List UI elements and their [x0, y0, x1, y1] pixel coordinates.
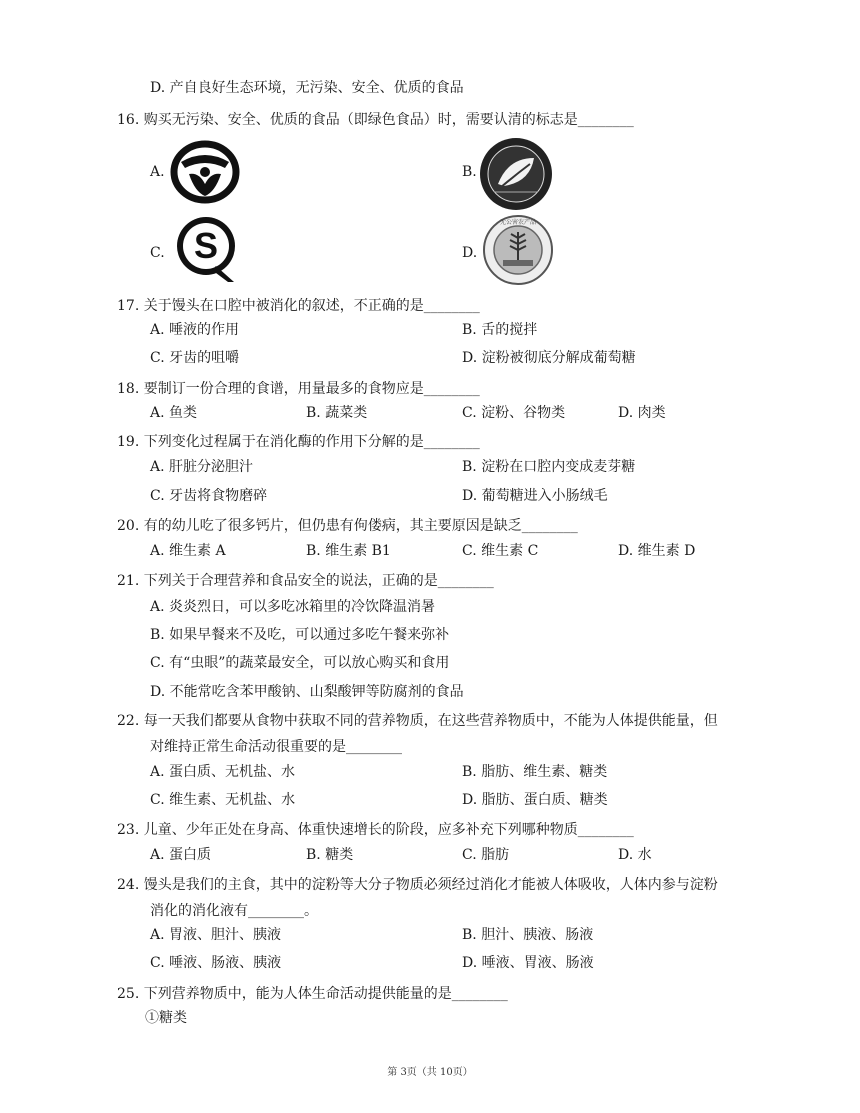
q17-option-b: B. 舌的搅拌: [462, 322, 538, 338]
q23-option-b: B. 糖类: [306, 847, 354, 863]
question-22-continued: 对维持正常生命活动很重要的是________: [150, 739, 402, 755]
question-24: 24. 馒头是我们的主食，其中的淀粉等大分子物质必须经过消化才能被人体吸收，人体内参与淀粉: [117, 877, 718, 893]
q19-option-b: B. 淀粉在口腔内变成麦芽糖: [462, 459, 636, 475]
question-22: 22. 每一天我们都要从食物中获取不同的营养物质，在这些营养物质中，不能为人体提供能量，但: [117, 713, 718, 729]
q15-option-d: D. 产自良好生态环境，无污染、安全、优质的食品: [150, 80, 464, 96]
q24-option-a: A. 胃液、胆汁、胰液: [150, 927, 282, 943]
q24-option-b: B. 胆汁、胰液、肠液: [462, 927, 594, 943]
s-quality-logo-icon: [170, 214, 242, 284]
q24-option-c: C. 唾液、肠液、胰液: [150, 955, 282, 971]
question-16: 16. 购买无污染、安全、优质的食品（即绿色食品）时，需要认清的标志是________: [117, 112, 634, 128]
q23-option-a: A. 蛋白质: [150, 847, 212, 863]
q22-option-d: D. 脂肪、蛋白质、糖类: [462, 792, 608, 808]
q22-option-c: C. 维生素、无机盐、水: [150, 792, 296, 808]
question-18: 18. 要制订一份合理的食谱，用量最多的食物应是________: [117, 381, 480, 397]
q22-option-a: A. 蛋白质、无机盐、水: [150, 764, 296, 780]
svg-text:无公害农产品: 无公害农产品: [499, 219, 537, 226]
q23-option-d: D. 水: [618, 847, 652, 863]
q18-option-b: B. 蔬菜类: [306, 405, 368, 421]
leaf-seal-logo-icon: [478, 136, 554, 212]
q21-option-b: B. 如果早餐来不及吃，可以通过多吃午餐来弥补: [150, 627, 450, 643]
question-21: 21. 下列关于合理营养和食品安全的说法，正确的是________: [117, 573, 494, 589]
q23-option-c: C. 脂肪: [462, 847, 510, 863]
question-24-continued: 消化的消化液有________。: [150, 903, 318, 919]
q16-option-b-label: B.: [462, 164, 477, 180]
q20-option-d: D. 维生素 D: [618, 543, 696, 559]
q22-option-b: B. 脂肪、维生素、糖类: [462, 764, 608, 780]
question-25: 25. 下列营养物质中，能为人体生命活动提供能量的是________: [117, 986, 508, 1002]
q18-option-c: C. 淀粉、谷物类: [462, 405, 566, 421]
q20-option-c: C. 维生素 C: [462, 543, 539, 559]
q19-option-c: C. 牙齿将食物磨碎: [150, 488, 268, 504]
q21-option-a: A. 炎炎烈日，可以多吃冰箱里的冷饮降温消暑: [150, 599, 436, 615]
q21-option-c: C. 有“虫眼”的蔬菜最安全，可以放心购买和食用: [150, 655, 450, 671]
q16-option-a-label: A.: [150, 164, 165, 180]
q17-option-d: D. 淀粉被彻底分解成葡萄糖: [462, 350, 636, 366]
question-20: 20. 有的幼儿吃了很多钙片，但仍患有佝偻病，其主要原因是缺乏________: [117, 518, 578, 534]
q19-option-a: A. 肝脏分泌胆汁: [150, 459, 254, 475]
q25-item-1: ①糖类: [145, 1010, 187, 1026]
q21-option-d: D. 不能常吃含苯甲酸钠、山梨酸钾等防腐剂的食品: [150, 684, 464, 700]
q18-option-d: D. 肉类: [618, 405, 666, 421]
q16-option-d-label: D.: [462, 245, 478, 261]
q20-option-a: A. 维生素 A: [150, 543, 226, 559]
q19-option-d: D. 葡萄糖进入小肠绒毛: [462, 488, 608, 504]
q24-option-d: D. 唾液、胃液、肠液: [462, 955, 594, 971]
svg-text:S: S: [193, 225, 219, 266]
wheat-seal-logo-icon: [479, 214, 557, 286]
q18-option-a: A. 鱼类: [150, 405, 198, 421]
question-23: 23. 儿童、少年正处在身高、体重快速增长的阶段，应多补充下列哪种物质________: [117, 822, 634, 838]
question-19: 19. 下列变化过程属于在消化酶的作用下分解的是________: [117, 434, 480, 450]
question-17: 17. 关于馒头在口腔中被消化的叙述，不正确的是________: [117, 298, 480, 314]
q17-option-a: A. 唾液的作用: [150, 322, 240, 338]
q20-option-b: B. 维生素 B1: [306, 543, 391, 559]
q16-option-c-label: C.: [150, 245, 165, 261]
q17-option-c: C. 牙齿的咀嚼: [150, 350, 240, 366]
green-food-logo-icon: [169, 140, 241, 204]
page-footer: 第 3页（共 10页）: [387, 1067, 473, 1078]
